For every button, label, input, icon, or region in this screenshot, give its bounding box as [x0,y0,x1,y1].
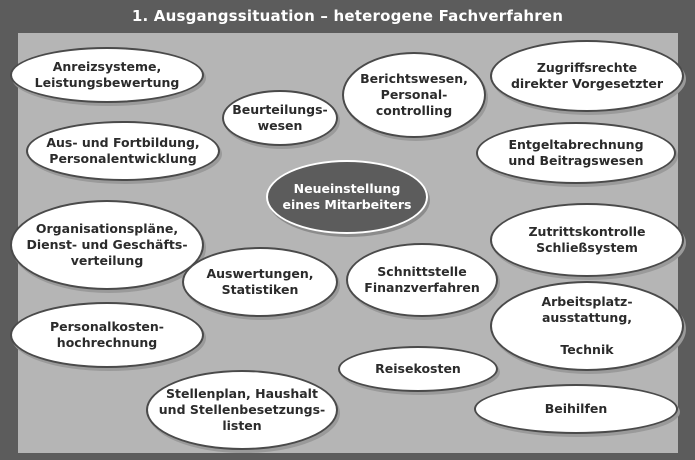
node-beurteilungswesen [222,90,338,146]
node-anreizsysteme [10,47,204,103]
node-personalkosten-label: Personalkosten- hochrechnung [50,319,164,350]
node-zutrittskontrolle [490,203,684,277]
node-zutrittskontrolle-label: Zutrittskontrolle Schließsystem [528,224,646,255]
node-berichtswesen [342,52,486,138]
node-zugriffsrechte [490,40,684,112]
node-stellenplan-label: Stellenplan, Haushalt und Stellenbesetzungs- listen [158,386,326,433]
node-neueinstellung [266,160,428,234]
node-anreizsysteme-label: Anreizsysteme, Leistungsbewertung [34,59,180,90]
node-arbeitsplatz [490,281,684,371]
node-beurteilungswesen-label: Beurteilungs- wesen [232,102,328,133]
node-reisekosten-label: Reisekosten [375,361,461,376]
node-schnittstelle [346,243,498,317]
node-stellenplan [146,370,338,450]
node-arbeitsplatz-label: Arbeitsplatz- ausstattung, Technik [541,294,633,357]
node-berichtswesen-label: Berichtswesen, Personal- controlling [360,71,468,118]
node-aus-fortbildung [26,121,220,181]
diagram-title: 1. Ausgangssituation – heterogene Fachverfahren [131,7,564,25]
node-beihilfen-label: Beihilfen [544,401,608,416]
node-entgeltabrechnung [476,122,676,184]
node-organisationsplaene [10,200,204,290]
node-schnittstelle-label: Schnittstelle Finanzverfahren [364,264,480,295]
node-auswertungen [182,247,338,317]
node-reisekosten [338,346,498,392]
node-personalkosten [10,302,204,368]
node-auswertungen-label: Auswertungen, Statistiken [206,266,314,297]
node-aus-fortbildung-label: Aus- und Fortbildung, Personalentwicklung [46,135,200,166]
node-organisationsplaene-label: Organisationspläne, Dienst- und Geschäfts- verteilung [26,221,188,268]
node-neueinstellung-label: Neueinstellung eines Mitarbeiters [282,181,412,212]
node-zugriffsrechte-label: Zugriffsrechte direkter Vorgesetzter [510,60,664,91]
node-entgeltabrechnung-label: Entgeltabrechnung und Beitragswesen [508,137,644,168]
node-beihilfen [474,384,678,434]
